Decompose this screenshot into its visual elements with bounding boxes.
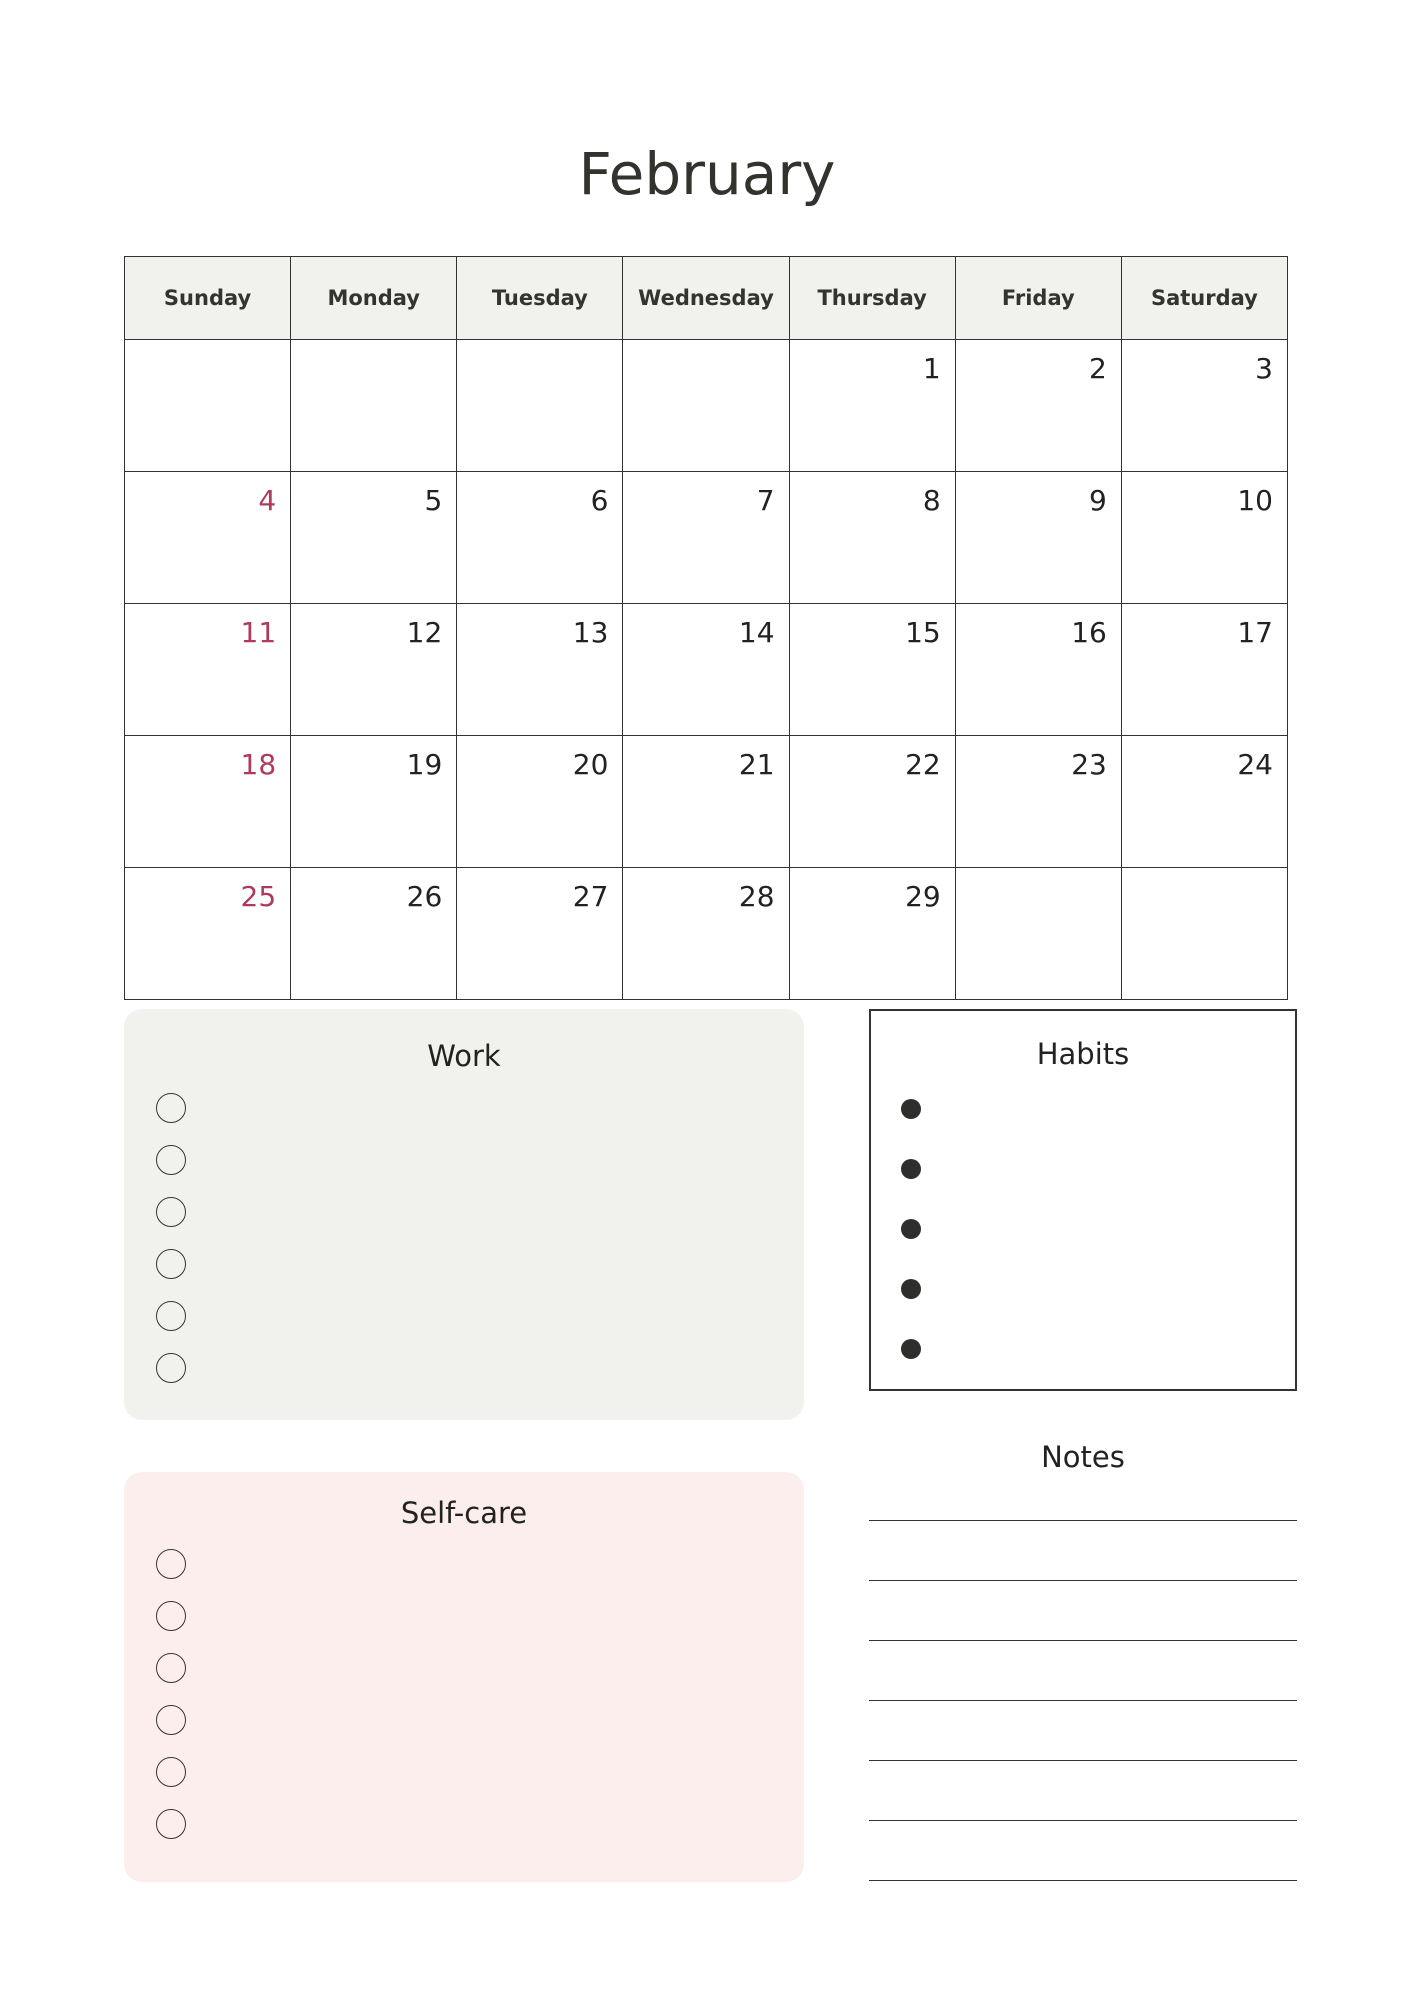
day-cell[interactable]: 22 xyxy=(789,736,955,868)
note-line[interactable] xyxy=(869,1820,1297,1880)
note-line[interactable] xyxy=(869,1520,1297,1580)
day-cell[interactable] xyxy=(955,868,1121,1000)
note-line[interactable] xyxy=(869,1760,1297,1820)
day-cell[interactable]: 7 xyxy=(623,472,789,604)
day-cell[interactable]: 3 xyxy=(1121,340,1287,472)
week-row xyxy=(125,472,1288,604)
weekday-sunday: Sunday xyxy=(125,257,291,340)
week-row xyxy=(125,604,1288,736)
weekday-thursday: Thursday xyxy=(789,257,955,340)
habits-box xyxy=(869,1009,1297,1391)
day-cell[interactable]: 19 xyxy=(291,736,457,868)
habit-item[interactable] xyxy=(901,1099,921,1159)
bullet-dot-icon xyxy=(901,1279,921,1299)
checkbox-circle-icon[interactable] xyxy=(156,1757,186,1787)
day-cell[interactable]: 29 xyxy=(789,868,955,1000)
day-cell[interactable]: 25 xyxy=(125,868,291,1000)
calendar-grid xyxy=(124,256,1288,1000)
notes-lines xyxy=(869,1520,1297,1940)
day-cell[interactable]: 15 xyxy=(789,604,955,736)
note-line[interactable] xyxy=(869,1640,1297,1700)
note-line[interactable] xyxy=(869,1580,1297,1640)
bullet-dot-icon xyxy=(901,1099,921,1119)
weekday-saturday: Saturday xyxy=(1121,257,1287,340)
note-line[interactable] xyxy=(869,1880,1297,1940)
self-care-task-item xyxy=(156,1757,186,1809)
day-cell[interactable]: 2 xyxy=(955,340,1121,472)
day-cell[interactable]: 27 xyxy=(457,868,623,1000)
day-cell[interactable] xyxy=(125,340,291,472)
day-cell[interactable]: 1 xyxy=(789,340,955,472)
work-task-item xyxy=(156,1301,186,1353)
work-checklist xyxy=(156,1093,186,1405)
note-line[interactable] xyxy=(869,1700,1297,1760)
week-row xyxy=(125,340,1288,472)
self-care-task-item xyxy=(156,1601,186,1653)
day-cell[interactable]: 26 xyxy=(291,868,457,1000)
self-care-card xyxy=(124,1472,804,1882)
day-cell[interactable]: 13 xyxy=(457,604,623,736)
checkbox-circle-icon[interactable] xyxy=(156,1353,186,1383)
self-care-checklist xyxy=(156,1549,186,1861)
day-cell[interactable]: 11 xyxy=(125,604,291,736)
checkbox-circle-icon[interactable] xyxy=(156,1809,186,1839)
day-cell[interactable]: 8 xyxy=(789,472,955,604)
work-title: Work xyxy=(427,1039,501,1073)
bullet-dot-icon xyxy=(901,1219,921,1239)
bullet-dot-icon xyxy=(901,1339,921,1359)
checkbox-circle-icon[interactable] xyxy=(156,1601,186,1631)
week-row xyxy=(125,736,1288,868)
self-care-task-item xyxy=(156,1809,186,1861)
habits-title: Habits xyxy=(1036,1037,1130,1071)
checkbox-circle-icon[interactable] xyxy=(156,1301,186,1331)
weekday-wednesday: Wednesday xyxy=(623,257,789,340)
day-cell[interactable]: 4 xyxy=(125,472,291,604)
day-cell[interactable] xyxy=(457,340,623,472)
day-cell[interactable]: 21 xyxy=(623,736,789,868)
day-cell[interactable]: 9 xyxy=(955,472,1121,604)
notes-title: Notes xyxy=(1041,1440,1125,1474)
day-cell[interactable]: 18 xyxy=(125,736,291,868)
work-card xyxy=(124,1009,804,1420)
day-cell[interactable]: 28 xyxy=(623,868,789,1000)
day-cell[interactable]: 6 xyxy=(457,472,623,604)
week-row xyxy=(125,868,1288,1000)
self-care-task-item xyxy=(156,1653,186,1705)
weekday-friday: Friday xyxy=(955,257,1121,340)
habit-item[interactable] xyxy=(901,1159,921,1219)
bullet-dot-icon xyxy=(901,1159,921,1179)
habit-item[interactable] xyxy=(901,1279,921,1339)
work-task-item xyxy=(156,1249,186,1301)
work-task-item xyxy=(156,1145,186,1197)
habit-item[interactable] xyxy=(901,1339,921,1399)
weekday-monday: Monday xyxy=(291,257,457,340)
weekday-header-row xyxy=(125,257,1288,340)
day-cell[interactable]: 5 xyxy=(291,472,457,604)
habits-list xyxy=(901,1099,921,1399)
day-cell[interactable]: 20 xyxy=(457,736,623,868)
day-cell[interactable]: 12 xyxy=(291,604,457,736)
day-cell[interactable]: 17 xyxy=(1121,604,1287,736)
day-cell[interactable] xyxy=(623,340,789,472)
checkbox-circle-icon[interactable] xyxy=(156,1145,186,1175)
day-cell[interactable]: 16 xyxy=(955,604,1121,736)
day-cell[interactable] xyxy=(291,340,457,472)
checkbox-circle-icon[interactable] xyxy=(156,1549,186,1579)
weekday-tuesday: Tuesday xyxy=(457,257,623,340)
work-task-item xyxy=(156,1093,186,1145)
day-cell[interactable]: 10 xyxy=(1121,472,1287,604)
day-cell[interactable]: 23 xyxy=(955,736,1121,868)
checkbox-circle-icon[interactable] xyxy=(156,1093,186,1123)
work-task-item xyxy=(156,1197,186,1249)
checkbox-circle-icon[interactable] xyxy=(156,1249,186,1279)
checkbox-circle-icon[interactable] xyxy=(156,1197,186,1227)
checkbox-circle-icon[interactable] xyxy=(156,1705,186,1735)
day-cell[interactable]: 14 xyxy=(623,604,789,736)
self-care-task-item xyxy=(156,1705,186,1757)
day-cell[interactable] xyxy=(1121,868,1287,1000)
self-care-title: Self-care xyxy=(400,1496,528,1530)
month-title: February xyxy=(578,140,836,208)
checkbox-circle-icon[interactable] xyxy=(156,1653,186,1683)
day-cell[interactable]: 24 xyxy=(1121,736,1287,868)
self-care-task-item xyxy=(156,1549,186,1601)
habit-item[interactable] xyxy=(901,1219,921,1279)
work-task-item xyxy=(156,1353,186,1405)
